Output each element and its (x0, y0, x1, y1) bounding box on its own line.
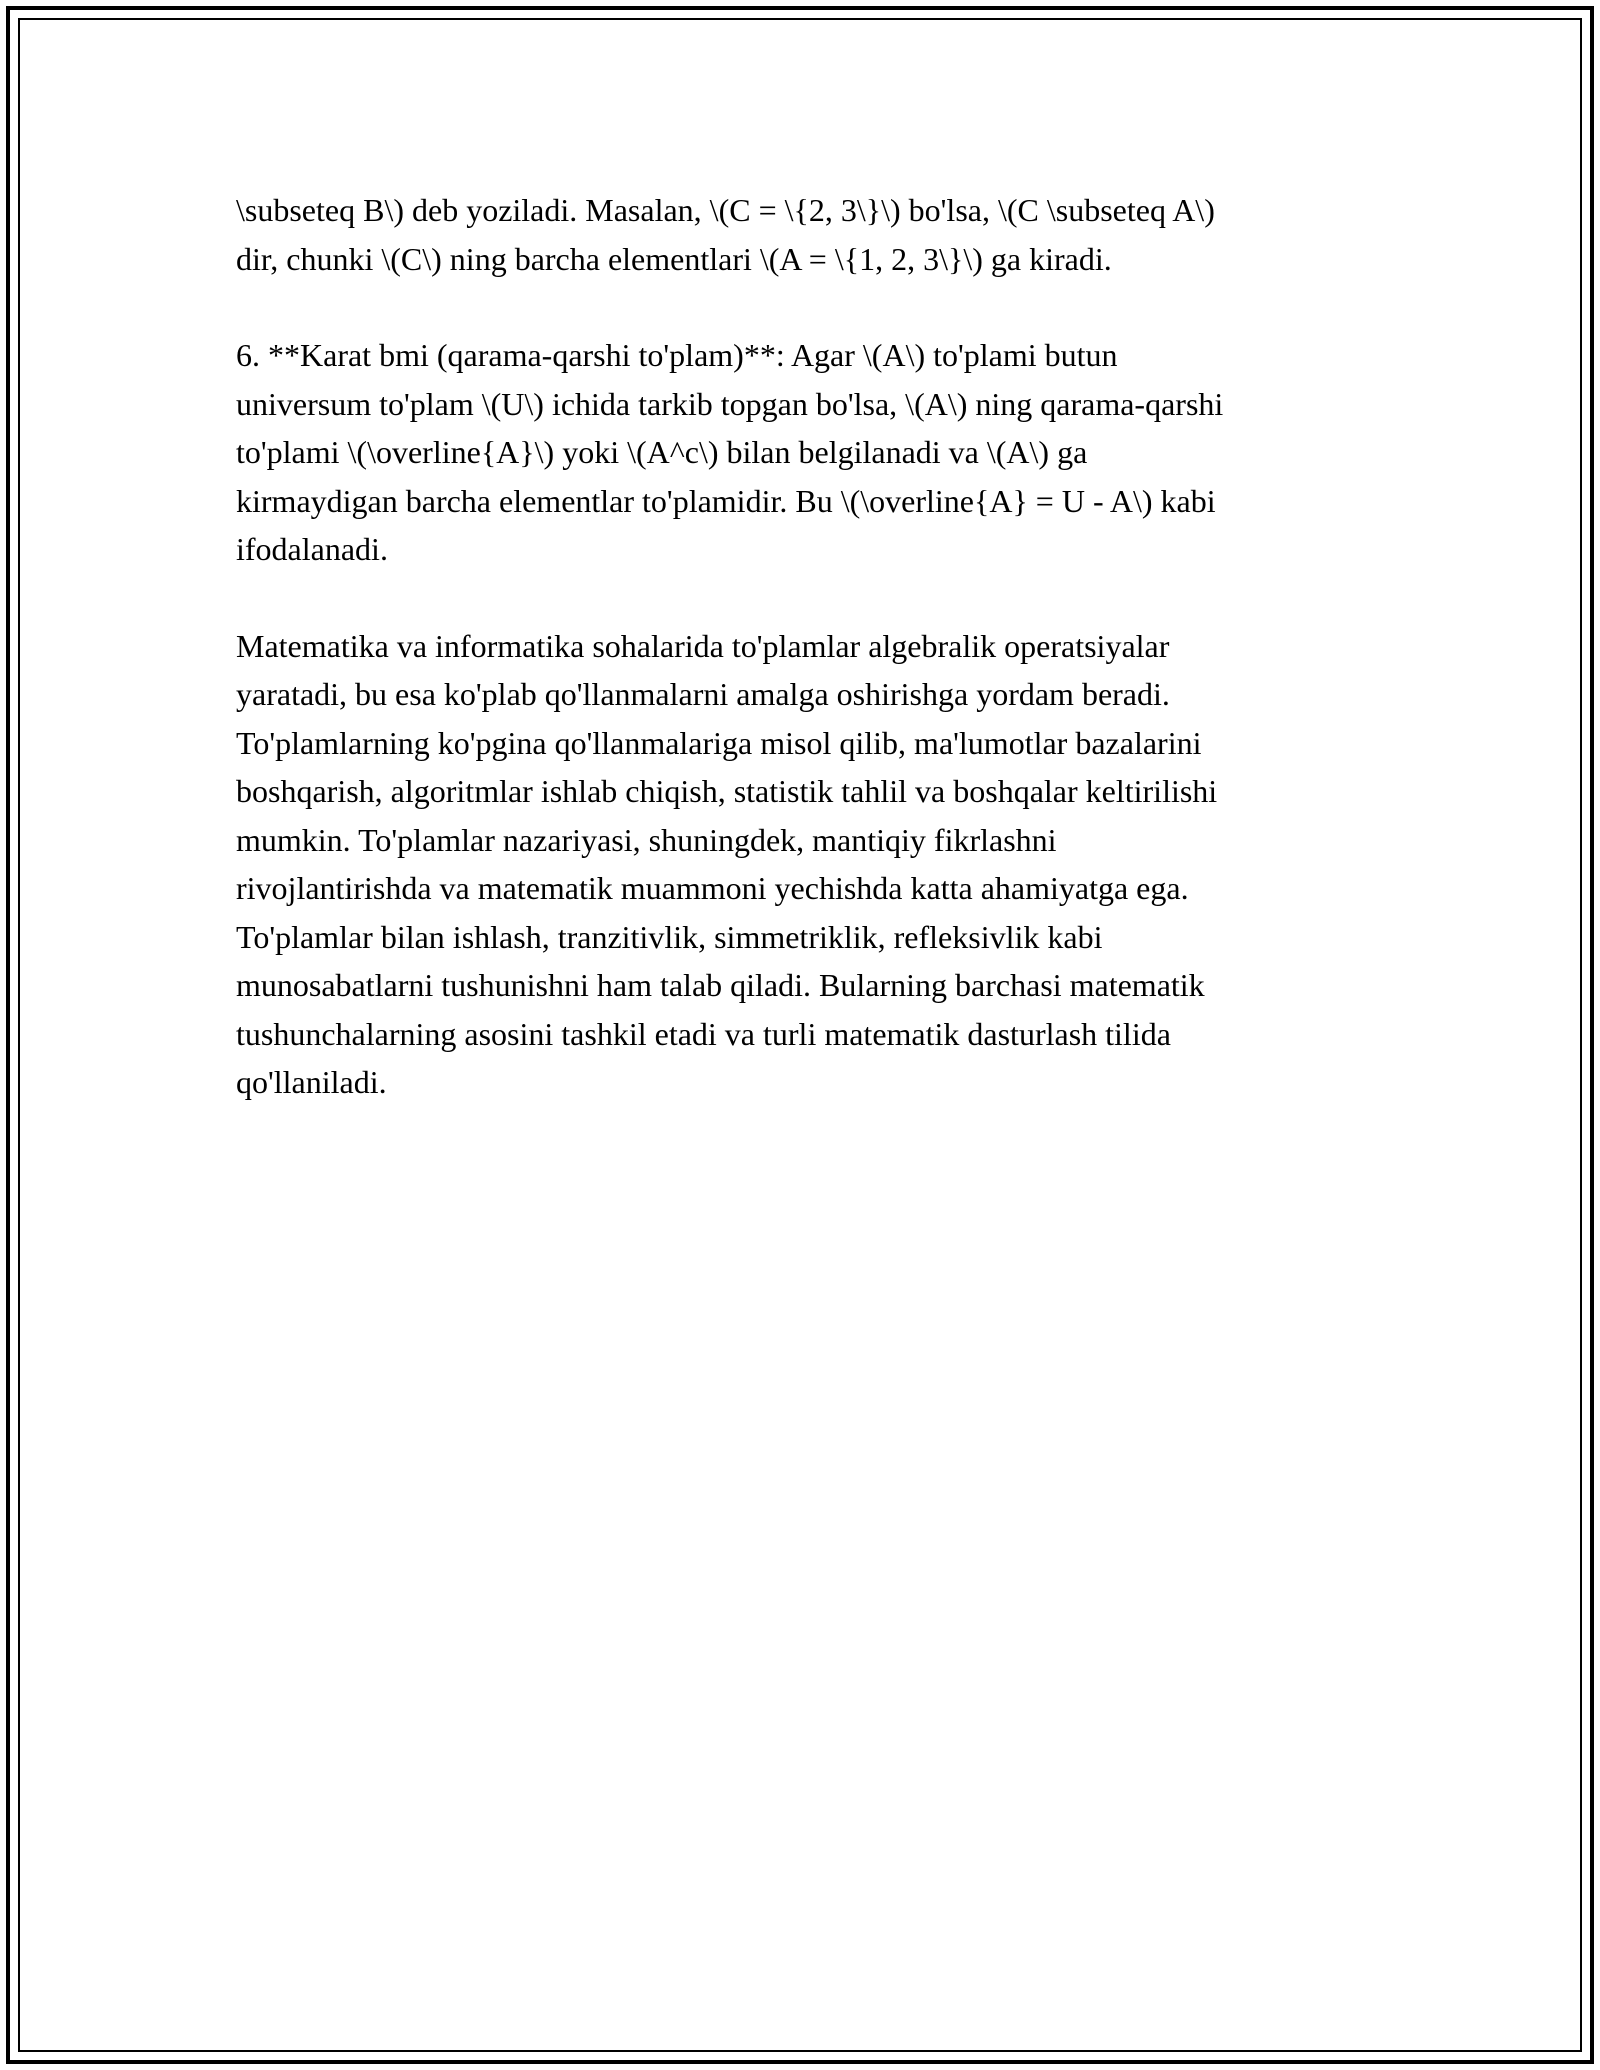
page-content (236, 186, 1376, 1155)
paragraph-complement-definition: 6. **Karat bmi (qarama-qarshi to'plam)**: Agar \(A\) to'plami butun universum to'plam \(U\) ichida tarkib topgan bo'lsa, \(A\) ning qarama-qarshi to'plami \(\overline{A}\) yoki \(A^c\) bilan belgilanadi va \(A\) ga kirmaydigan barcha elementlar to'plamidir. Bu \(\overline{A} = U - A\) kabi ifodalanadi. (236, 337, 1224, 567)
paragraph-applications: Matematika va informatika sohalarida to'plamlar algebralik operatsiyalar yaratadi, bu esa ko'plab qo'llanmalarni amalga oshirishga yordam beradi. To'plamlarning ko'pgina qo'llanmalariga misol qilib, ma'lumotlar bazalarini boshqarish, algoritmlar ishlab chiqish, statistik tahlil va boshqalar keltirilishi mumkin. To'plamlar nazariyasi, shuningdek, mantiqiy fikrlashni rivojlantirishda va matematik muammoni yechishda katta ahamiyatga ega. To'plamlar bilan ishlash, tranzitivlik, simmetriklik, refleksivlik kabi munosabatlarni tushunishni ham talab qiladi. Bularning barchasi matematik tushunchalarning asosini tashkil etadi va turli matematik dasturlash tilida qo'llaniladi. (236, 627, 1218, 1100)
paragraph-subset-example: \subseteq B\) deb yoziladi. Masalan, \(C = \{2, 3\}\) bo'lsa, \(C \subseteq A\) dir, chunki \(C\) ning barcha elementlari \(A = \{1, 2, 3\}\) ga kiradi. (236, 192, 1215, 277)
